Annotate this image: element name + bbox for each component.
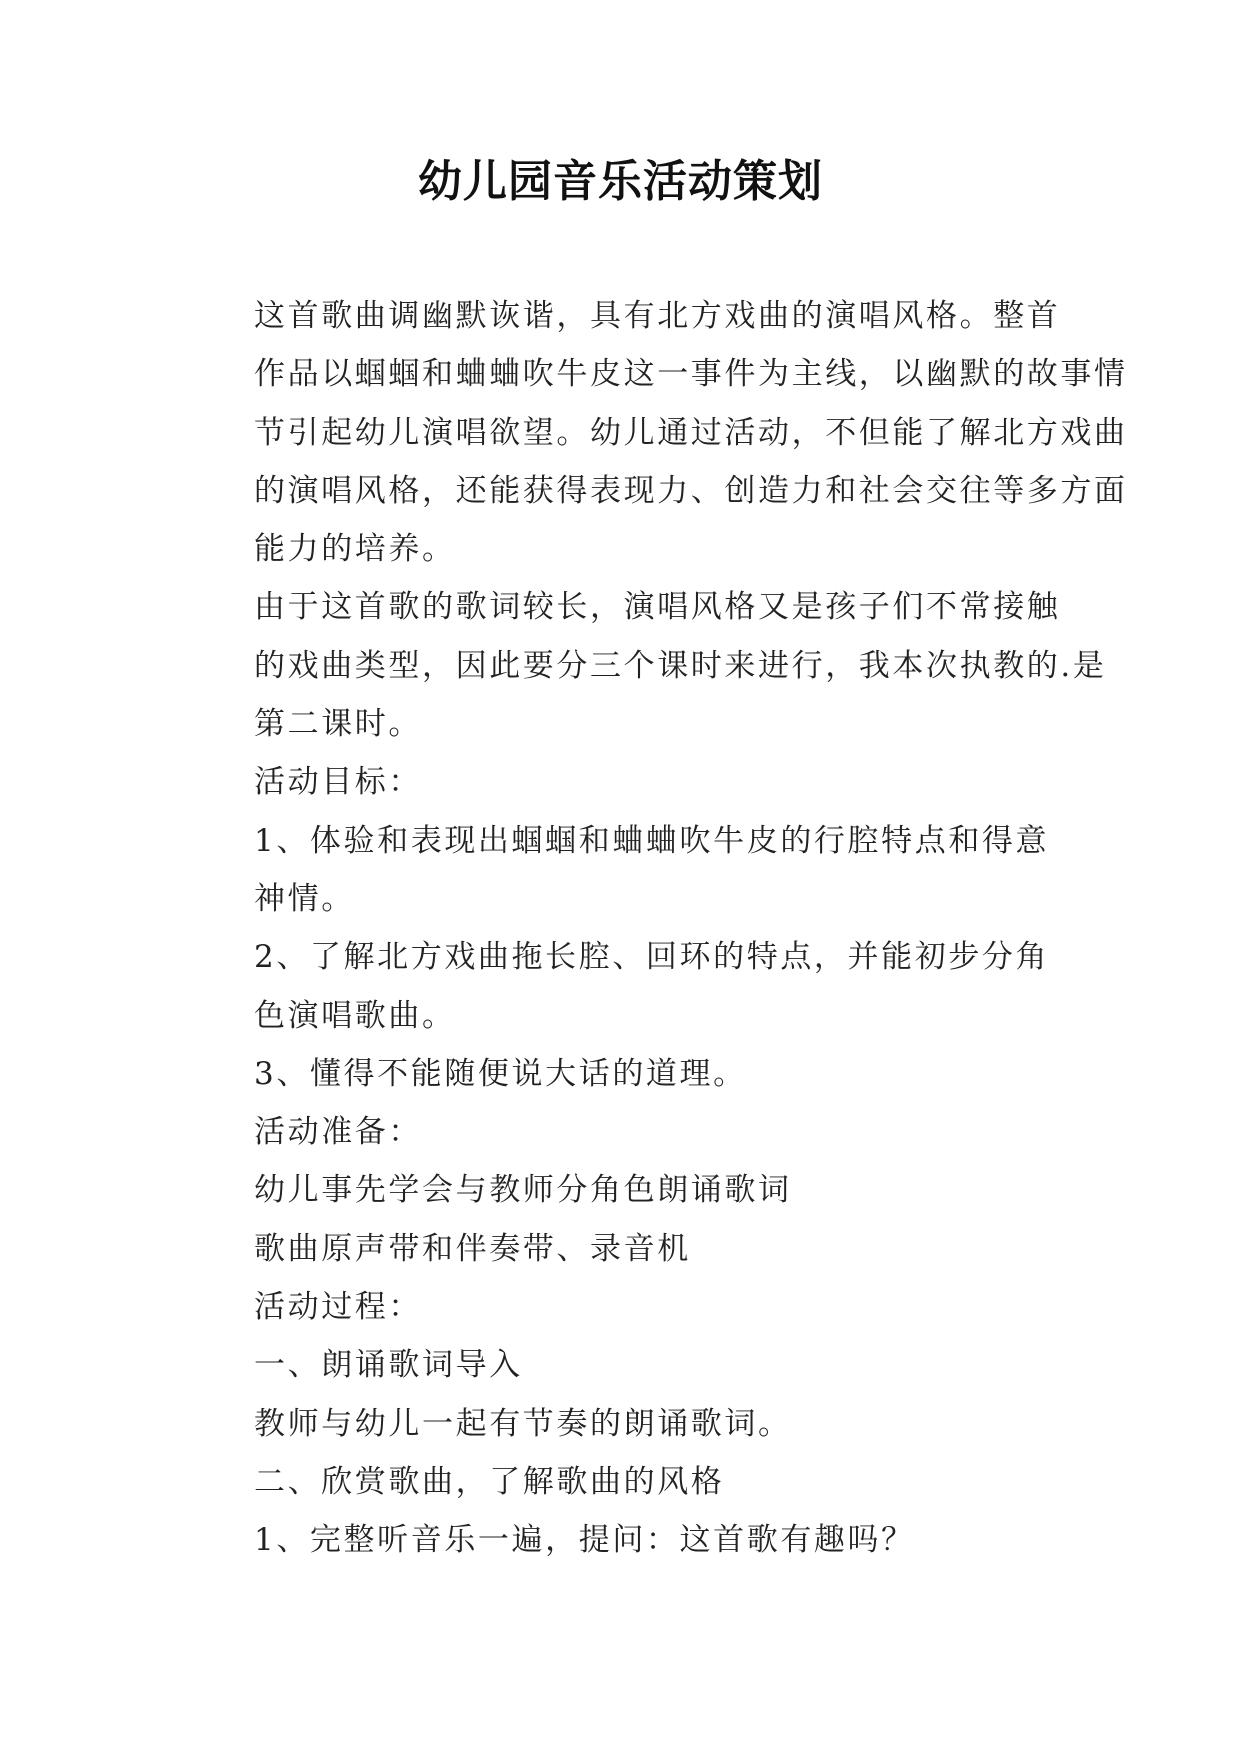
document-title: 幼儿园音乐活动策划	[418, 156, 823, 207]
paragraph-line: 这首歌曲调幽默诙谐，具有北方戏曲的演唱风格。整首	[254, 298, 1061, 334]
paragraph	[192, 287, 1128, 578]
paragraph-line: 1、完整听音乐一遍，提问：这首歌有趣吗？	[254, 1522, 915, 1559]
document-body	[192, 287, 1128, 1570]
paragraph-line: 幼儿事先学会与教师分角色朗诵歌词	[254, 1172, 792, 1209]
paragraph-line: 1、体验和表现出蝈蝈和蛐蛐吹牛皮的行腔特点和得意	[254, 822, 1050, 859]
paragraph-line: 一、朗诵歌词导入	[254, 1347, 523, 1384]
paragraph	[192, 1220, 1052, 1278]
paragraph	[192, 1395, 1052, 1453]
paragraph	[192, 812, 1052, 929]
paragraph	[192, 1161, 1052, 1219]
paragraph-line: 作品以蝈蝈和蛐蛐吹牛皮这一事件为主线，以幽默的故事情	[254, 356, 1128, 393]
paragraph-line: 色演唱歌曲。	[254, 997, 456, 1034]
paragraph	[192, 578, 1107, 753]
paragraph-line: 活动准备：	[254, 1114, 422, 1151]
paragraph-line: 由于这首歌的歌词较长，演唱风格又是孩子们不常接触	[254, 589, 1061, 626]
paragraph	[192, 753, 1052, 811]
paragraph-line: 3、懂得不能随便说大话的道理。	[254, 1055, 747, 1092]
paragraph-line: 第二课时。	[254, 706, 422, 743]
paragraph-line: 活动目标：	[254, 764, 422, 801]
paragraph	[192, 928, 1052, 1045]
paragraph	[192, 1336, 1052, 1394]
paragraph	[192, 1045, 1052, 1103]
paragraph	[192, 1103, 1052, 1161]
paragraph-line: 节引起幼儿演唱欲望。幼儿通过活动，不但能了解北方戏曲	[254, 414, 1128, 451]
paragraph	[192, 1278, 1052, 1336]
paragraph-line: 二、欣赏歌曲，了解歌曲的风格	[254, 1463, 725, 1500]
paragraph-line: 能力的培养。	[254, 531, 456, 568]
paragraph-line: 神情。	[254, 880, 355, 917]
paragraph-line: 歌曲原声带和伴奏带、录音机	[254, 1230, 691, 1267]
paragraph-line: 2、了解北方戏曲拖长腔、回环的特点，并能初步分角	[254, 939, 1050, 976]
paragraph	[192, 1453, 1052, 1511]
paragraph-line: 的演唱风格，还能获得表现力、创造力和社会交往等多方面	[254, 472, 1128, 509]
paragraph-line: 教师与幼儿一起有节奏的朗诵歌词。	[254, 1405, 792, 1442]
paragraph-line: 的戏曲类型，因此要分三个课时来进行，我本次执教的.是	[254, 647, 1107, 684]
paragraph	[192, 1511, 1052, 1569]
paragraph-line: 活动过程：	[254, 1289, 422, 1326]
